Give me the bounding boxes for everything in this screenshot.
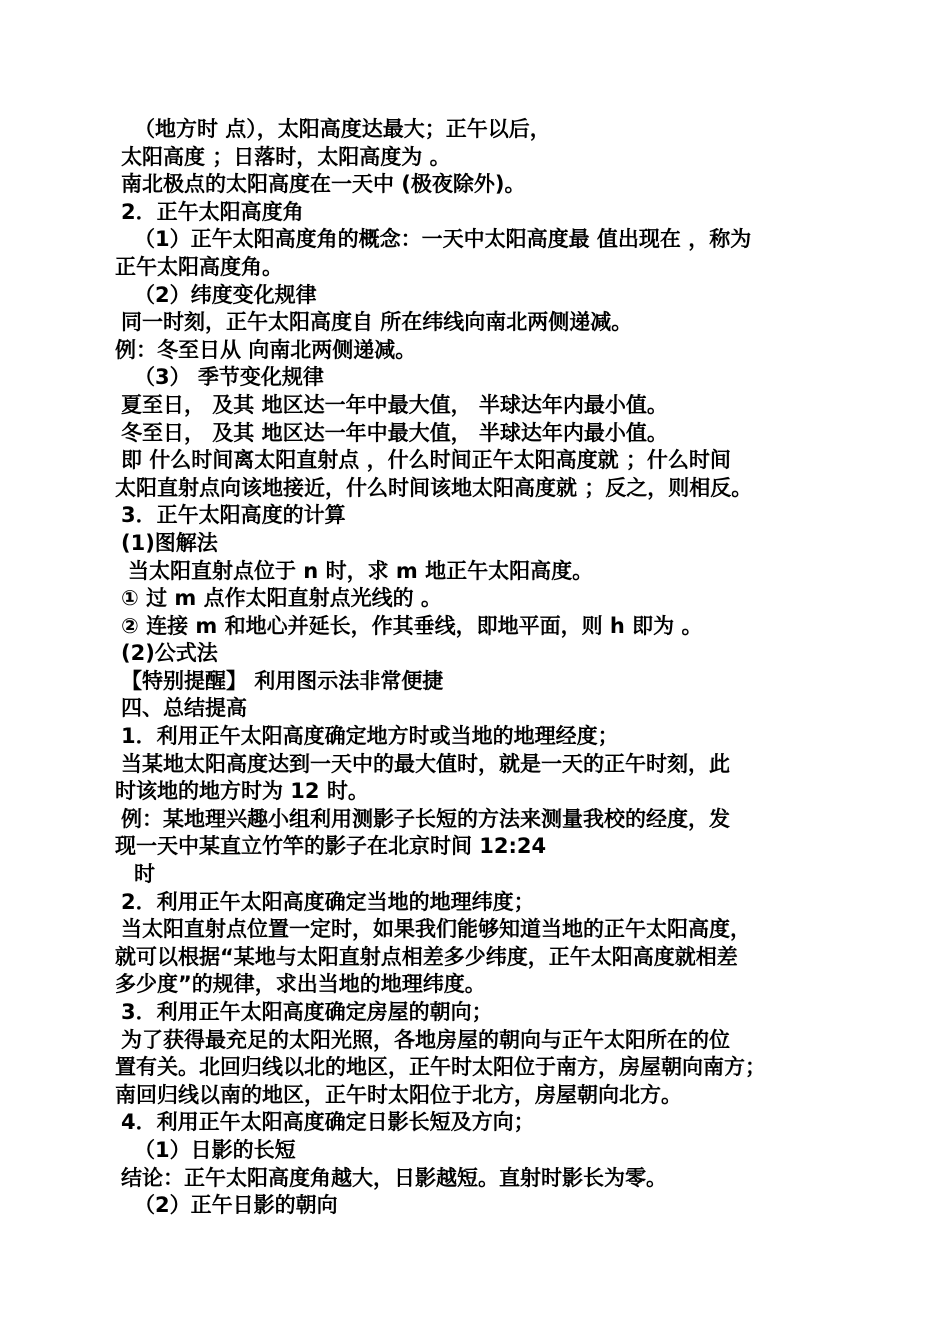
text-line: （2）纬度变化规律 [134, 282, 317, 307]
text-line: （地方时 点），太阳高度达最大；正午以后， [134, 117, 551, 141]
document-body [0, 116, 950, 1220]
text-line: 正午太阳高度角。 [115, 254, 283, 279]
text-line: 时该地的地方时为 12 时。 [115, 779, 369, 804]
text-line: 就可以根据“某地与太阳直射点相差多少纬度，正午太阳高度就相差 [115, 944, 738, 969]
text-line: 时 [134, 862, 155, 887]
text-line: （3） 季节变化规律 [134, 365, 324, 390]
text-line: 即 什么时间离太阳直射点 ，什么时间正午太阳高度就 ；什么时间 [121, 448, 731, 473]
text-line: 2．正午太阳高度角 [121, 199, 304, 224]
text-line: 3．正午太阳高度的计算 [121, 503, 346, 528]
text-line: 当某地太阳高度达到一天中的最大值时，就是一天的正午时刻，此 [121, 751, 730, 776]
text-line: 现一天中某直立竹竿的影子在北京时间 12:24 [115, 834, 547, 859]
text-line: 多少度”的规律，求出当地的地理纬度。 [115, 972, 486, 997]
text-line: （1）日影的长短 [134, 1137, 296, 1162]
text-line: 置有关。北回归线以北的地区，正午时太阳位于南方，房屋朝向南方； [115, 1055, 766, 1080]
text-line: 冬至日， 及其 地区达一年中最大值， 半球达年内最小值。 [121, 420, 668, 445]
text-line: 1．利用正午太阳高度确定地方时或当地的地理经度； [121, 724, 619, 749]
text-line: 为了获得最充足的太阳光照，各地房屋的朝向与正午太阳所在的位 [121, 1027, 730, 1052]
text-line: 当太阳直射点位于 n 时，求 m 地正午太阳高度。 [128, 558, 594, 583]
text-line: 4．利用正午太阳高度确定日影长短及方向； [121, 1110, 535, 1135]
text-line: ① 过 m 点作太阳直射点光线的 。 [121, 586, 442, 611]
text-line: 太阳高度 ；日落时，太阳高度为 。 [121, 144, 451, 169]
text-line: 南回归线以南的地区，正午时太阳位于北方，房屋朝向北方。 [115, 1082, 682, 1107]
text-line: 【特别提醒】 利用图示法非常便捷 [121, 668, 444, 693]
text-line: 四、总结提高 [121, 696, 247, 721]
text-line: 夏至日， 及其 地区达一年中最大值， 半球达年内最小值。 [121, 392, 668, 417]
text-line: 例：冬至日从 向南北两侧递减。 [115, 337, 417, 362]
text-line: 3．利用正午太阳高度确定房屋的朝向； [121, 1000, 493, 1024]
text-line: 太阳直射点向该地接近，什么时间该地太阳高度就 ；反之，则相反。 [115, 475, 753, 500]
text-line: 南北极点的太阳高度在一天中 (极夜除外)。 [121, 172, 526, 197]
text-line: （2）正午日影的朝向 [134, 1193, 338, 1218]
text-line: 同一时刻，正午太阳高度自 所在纬线向南北两侧递减。 [121, 310, 633, 335]
text-line: 结论：正午太阳高度角越大，日影越短。直射时影长为零。 [121, 1165, 667, 1190]
text-line: ② 连接 m 和地心并延长，作其垂线，即地平面，则 h 即为 。 [121, 613, 703, 638]
text-line: (1)图解法 [121, 530, 218, 555]
text-line: 2．利用正午太阳高度确定当地的地理纬度； [121, 889, 535, 914]
text-line: 例：某地理兴趣小组利用测影子长短的方法来测量我校的经度，发 [121, 806, 730, 831]
text-line: （1）正午太阳高度角的概念：一天中太阳高度最 值出现在 ，称为 [134, 227, 752, 252]
text-line: (2)公式法 [121, 641, 218, 666]
text-line: 当太阳直射点位置一定时，如果我们能够知道当地的正午太阳高度， [121, 917, 751, 942]
